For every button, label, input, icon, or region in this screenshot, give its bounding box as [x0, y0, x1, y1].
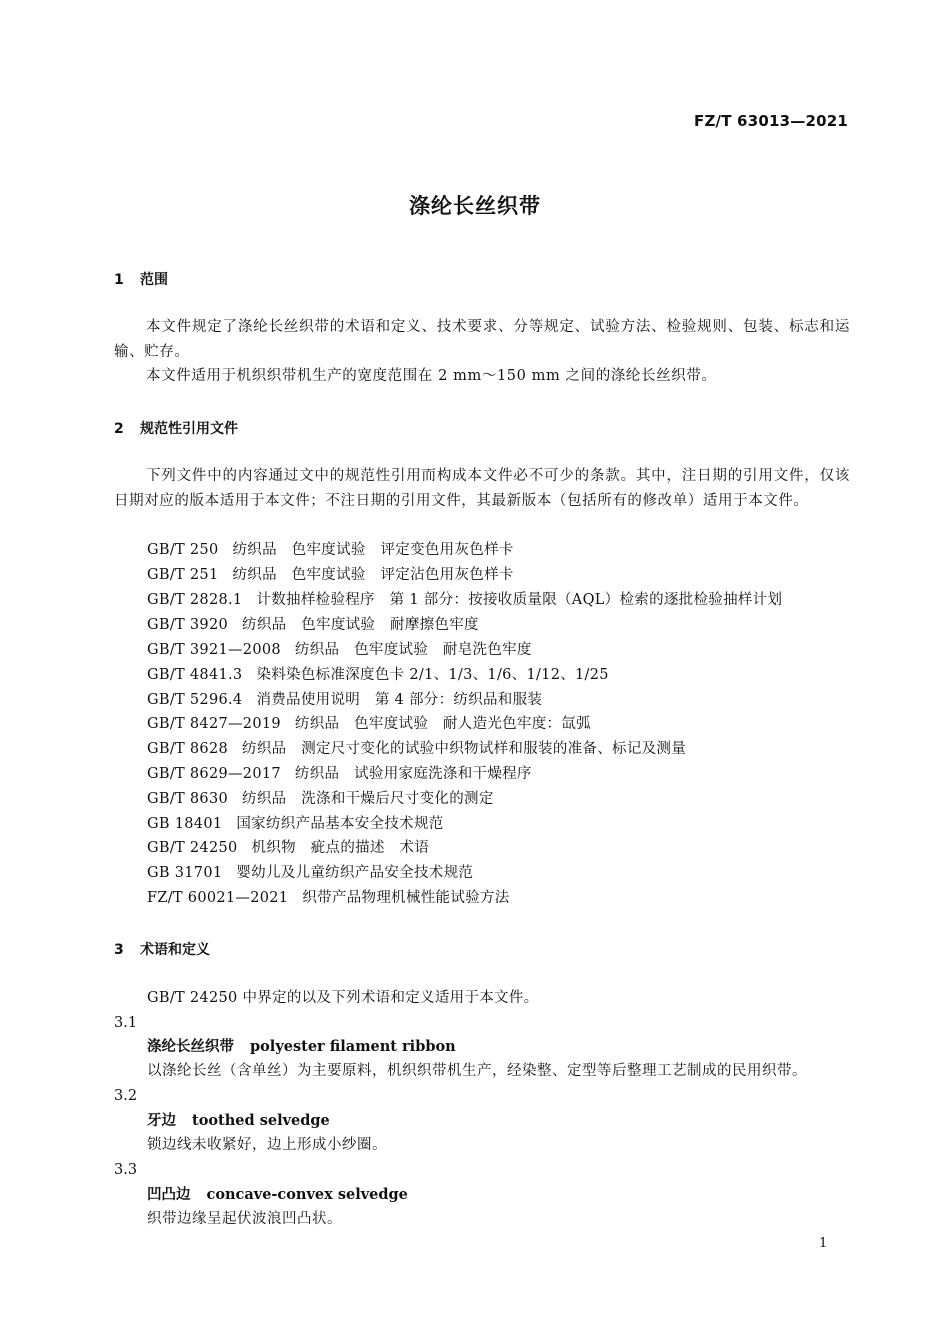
term-definition: 锁边线未收紧好，边上形成小纱圈。	[147, 1137, 387, 1153]
reference-code: GB/T 250	[147, 542, 219, 558]
section-heading-terms	[114, 939, 210, 959]
term-heading	[147, 1111, 330, 1131]
term-zh: 牙边	[147, 1112, 176, 1129]
section-number: 1	[114, 272, 124, 288]
reference-item	[147, 540, 514, 560]
reference-title: 纺织品 试验用家庭洗涤和干燥程序	[294, 766, 532, 782]
reference-code: GB/T 5296.4	[147, 692, 243, 708]
standard-number: FZ/T 63013—2021	[694, 112, 848, 130]
term-en: concave-convex selvedge	[206, 1186, 408, 1203]
reference-code: FZ/T 60021—2021	[147, 890, 289, 906]
section-number: 2	[114, 421, 124, 437]
reference-title: 纺织品 洗涤和干燥后尺寸变化的测定	[242, 791, 494, 807]
reference-item	[147, 640, 532, 660]
section-title: 范围	[140, 272, 168, 288]
reference-title: 染料染色标准深度色卡 2/1、1/3、1/6、1/12、1/25	[256, 667, 609, 683]
reference-item	[147, 565, 514, 585]
section-title: 规范性引用文件	[140, 421, 238, 437]
reference-item	[147, 789, 494, 809]
reference-code: GB/T 24250	[147, 840, 238, 856]
reference-title: 织带产品物理机械性能试验方法	[302, 890, 510, 906]
normative-intro: 下列文件中的内容通过文中的规范性引用而构成本文件必不可少的条款。其中，注日期的引用文件，仅该日期对应的版本适用于本文件；不注日期的引用文件，其最新版本（包括所有的修改单）适用于本文件。	[114, 468, 850, 509]
reference-code: GB/T 8630	[147, 791, 229, 807]
term-en: polyester filament ribbon	[250, 1038, 456, 1055]
reference-item	[147, 838, 429, 858]
reference-code: GB/T 3921—2008	[147, 642, 281, 658]
term-heading	[147, 1185, 408, 1205]
reference-title: 婴幼儿及儿童纺织产品安全技术规范	[236, 865, 474, 881]
clause-number: 3.1	[114, 1015, 138, 1031]
reference-item	[147, 814, 444, 834]
terms-intro: GB/T 24250 中界定的以及下列术语和定义适用于本文件。	[147, 990, 539, 1006]
reference-item	[147, 863, 473, 883]
reference-code: GB/T 8629—2017	[147, 766, 281, 782]
reference-title: 国家纺织产品基本安全技术规范	[236, 816, 444, 832]
reference-title: 计数抽样检验程序 第 1 部分：按接收质量限（AQL）检索的逐批检验抽样计划	[256, 592, 783, 608]
reference-title: 消费品使用说明 第 4 部分：纺织品和服装	[256, 692, 543, 708]
reference-item	[147, 764, 532, 784]
reference-item	[147, 615, 479, 635]
section-heading-normative	[114, 418, 238, 438]
reference-item	[147, 888, 510, 908]
page-number: 1	[819, 1236, 828, 1251]
reference-code: GB/T 3920	[147, 617, 229, 633]
clause-number: 3.2	[114, 1088, 138, 1104]
reference-title: 纺织品 色牢度试验 评定沾色用灰色样卡	[232, 567, 514, 583]
term-definition: 以涤纶长丝（含单丝）为主要原料，机织织带机生产，经染整、定型等后整理工艺制成的民用织带。	[147, 1063, 807, 1079]
reference-code: GB 18401	[147, 816, 223, 832]
scope-paragraph-2: 本文件适用于机织织带机生产的宽度范围在 2 mm～150 mm 之间的涤纶长丝织带。	[146, 368, 717, 384]
reference-title: 纺织品 色牢度试验 耐皂洗色牢度	[294, 642, 532, 658]
clause-number: 3.3	[114, 1162, 138, 1178]
term-definition: 织带边缘呈起伏波浪凹凸状。	[147, 1211, 342, 1227]
reference-code: GB/T 2828.1	[147, 592, 243, 608]
reference-item	[147, 690, 542, 710]
section-number: 3	[114, 942, 124, 958]
reference-code: GB 31701	[147, 865, 223, 881]
reference-item	[147, 590, 782, 610]
reference-code: GB/T 251	[147, 567, 219, 583]
reference-item	[147, 739, 686, 759]
scope-paragraph-1: 本文件规定了涤纶长丝织带的术语和定义、技术要求、分等规定、试验方法、检验规则、包装、标志和运输、贮存。	[114, 319, 850, 360]
reference-title: 纺织品 测定尺寸变化的试验中织物试样和服装的准备、标记及测量	[242, 741, 687, 757]
term-heading	[147, 1037, 456, 1057]
section-title: 术语和定义	[140, 942, 210, 958]
reference-title: 纺织品 色牢度试验 耐摩擦色牢度	[242, 617, 479, 633]
document-title: 涤纶长丝织带	[409, 194, 541, 218]
reference-title: 纺织品 色牢度试验 评定变色用灰色样卡	[232, 542, 514, 558]
reference-code: GB/T 8427—2019	[147, 716, 281, 732]
reference-title: 机织物 疵点的描述 术语	[251, 840, 430, 856]
reference-item	[147, 714, 591, 734]
term-zh: 涤纶长丝织带	[147, 1038, 234, 1055]
term-en: toothed selvedge	[192, 1112, 330, 1129]
section-heading-scope	[114, 269, 168, 289]
reference-item	[147, 665, 609, 685]
term-zh: 凹凸边	[147, 1186, 191, 1203]
reference-code: GB/T 4841.3	[147, 667, 243, 683]
reference-title: 纺织品 色牢度试验 耐人造光色牢度：氙弧	[294, 716, 591, 732]
reference-code: GB/T 8628	[147, 741, 229, 757]
